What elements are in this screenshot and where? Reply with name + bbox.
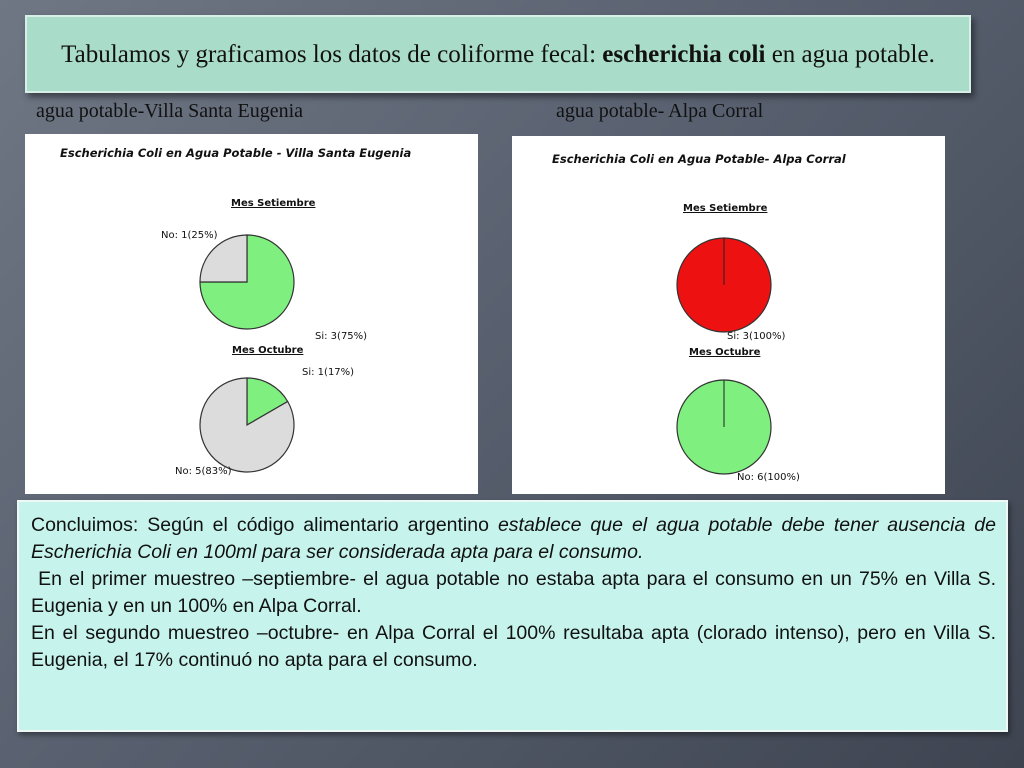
chart-alpa-title: Escherichia Coli en Agua Potable- Alpa Corral — [552, 152, 846, 166]
pie-alpa-octubre-label-no: No: 6(100%) — [737, 472, 800, 483]
conclusion-paragraph-2: En el primer muestreo –septiembre- el agua potable no estaba apta para el consumo en un 75% en Villa S. Eugenia y en un 100% en Alpa Corral. — [31, 568, 1002, 617]
pie-alpa-setiembre-label-si: Si: 3(100%) — [727, 331, 786, 342]
chart-villa-title: Escherichia Coli en Agua Potable - Villa Santa Eugenia — [60, 146, 412, 160]
slide-title — [25, 15, 971, 93]
chart-alpa-month-1: Mes Setiembre — [683, 203, 768, 214]
pie-villa-setiembre-label-no: No: 1(25%) — [161, 230, 218, 241]
chart-alpa-month-2: Mes Octubre — [689, 347, 761, 358]
pie-0-0-slice-1 — [200, 235, 247, 282]
pie-alpa-octubre — [677, 380, 771, 474]
conclusion-box — [17, 500, 1008, 732]
pie-alpa-setiembre — [677, 238, 771, 332]
title-text-pre: Tabulamos y graficamos los datos de coliforme fecal: — [61, 40, 603, 68]
title-text-post: en agua potable. — [765, 40, 935, 68]
conclusion-p1-plain: Concluimos: Según el código alimentario argentino — [31, 514, 498, 536]
chart-villa-month-1: Mes Setiembre — [231, 198, 316, 209]
pie-villa-octubre-label-no: No: 5(83%) — [175, 466, 232, 477]
pie-villa-octubre-label-si: Si: 1(17%) — [302, 367, 355, 378]
chart-alpa-svg — [512, 136, 945, 494]
subtitle-alpa-corral: agua potable- Alpa Corral — [556, 100, 764, 122]
conclusion-p1-italic: establece que el agua potable debe tener ausencia de Escherichia Coli en 100ml para ser considerada apta para el consumo. — [31, 514, 996, 563]
pie-villa-setiembre-label-si: Si: 3(75%) — [315, 331, 368, 342]
conclusion-paragraph-1 — [31, 512, 996, 566]
subtitle-villa-santa-eugenia: agua potable-Villa Santa Eugenia — [36, 100, 304, 122]
title-text-bold: escherichia coli — [602, 40, 766, 68]
pie-villa-setiembre — [200, 235, 294, 329]
pie-villa-octubre — [200, 378, 294, 472]
chart-panel-alpa — [512, 136, 945, 494]
chart-villa-month-2: Mes Octubre — [232, 345, 304, 356]
conclusion-paragraph-3: En el segundo muestreo –octubre- en Alpa Corral el 100% resultaba apta (clorado intenso), pero en Villa S. Eugenia, el 17% continuó no apta para el consumo. — [31, 622, 996, 671]
chart-panel-villa — [25, 134, 478, 494]
chart-villa-svg — [25, 134, 478, 494]
